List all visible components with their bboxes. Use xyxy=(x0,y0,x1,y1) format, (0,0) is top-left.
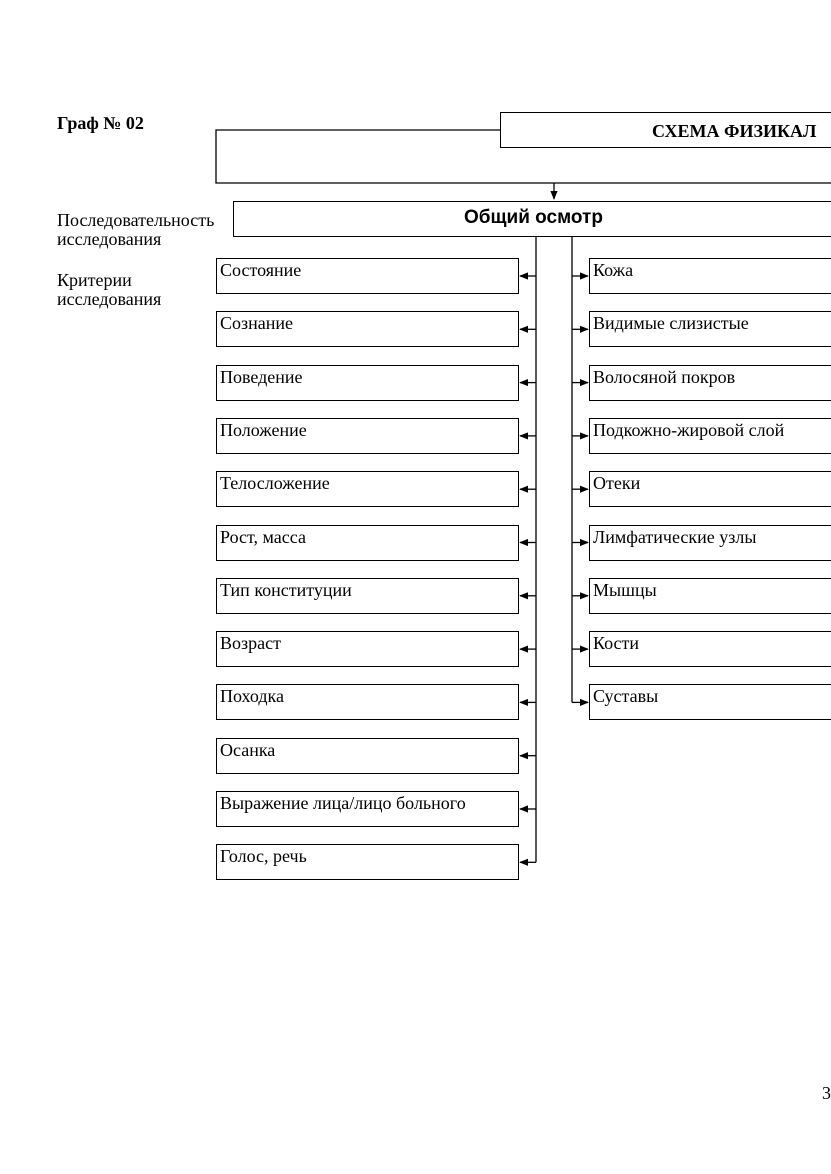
right-criterion-box: Подкожно-жировой слой xyxy=(589,418,831,454)
right-criterion-box: Волосяной покров xyxy=(589,365,831,401)
graph-title: Граф № 02 xyxy=(57,113,144,133)
general-exam-box: Общий осмотр xyxy=(233,201,831,237)
left-criterion-box: Выражение лица/лицо больного xyxy=(216,791,519,827)
left-criterion-box: Поведение xyxy=(216,365,519,401)
left-criterion-box: Сознание xyxy=(216,311,519,347)
left-criterion-box: Голос, речь xyxy=(216,844,519,880)
left-criterion-box: Тип конституции xyxy=(216,578,519,614)
right-connectors xyxy=(572,237,588,702)
sequence-label: Последовательность исследования xyxy=(57,210,215,249)
right-criterion-box: Видимые слизистые xyxy=(589,311,831,347)
left-criterion-box: Положение xyxy=(216,418,519,454)
right-criterion-box: Мышцы xyxy=(589,578,831,614)
right-criterion-box: Лимфатические узлы xyxy=(589,525,831,561)
left-connectors xyxy=(520,237,536,862)
left-criterion-box: Осанка xyxy=(216,738,519,774)
right-criterion-box: Кожа xyxy=(589,258,831,294)
left-criterion-box: Походка xyxy=(216,684,519,720)
right-criterion-box: Кости xyxy=(589,631,831,667)
left-criterion-box: Рост, масса xyxy=(216,525,519,561)
scheme-title-box: СХЕМА ФИЗИКАЛ xyxy=(500,112,831,148)
right-criterion-box: Отеки xyxy=(589,471,831,507)
right-criterion-box: Суставы xyxy=(589,684,831,720)
criteria-label: Критерии исследования xyxy=(57,270,162,309)
page-number: 3 xyxy=(822,1083,831,1103)
left-criterion-box: Возраст xyxy=(216,631,519,667)
left-criterion-box: Состояние xyxy=(216,258,519,294)
left-criterion-box: Телосложение xyxy=(216,471,519,507)
